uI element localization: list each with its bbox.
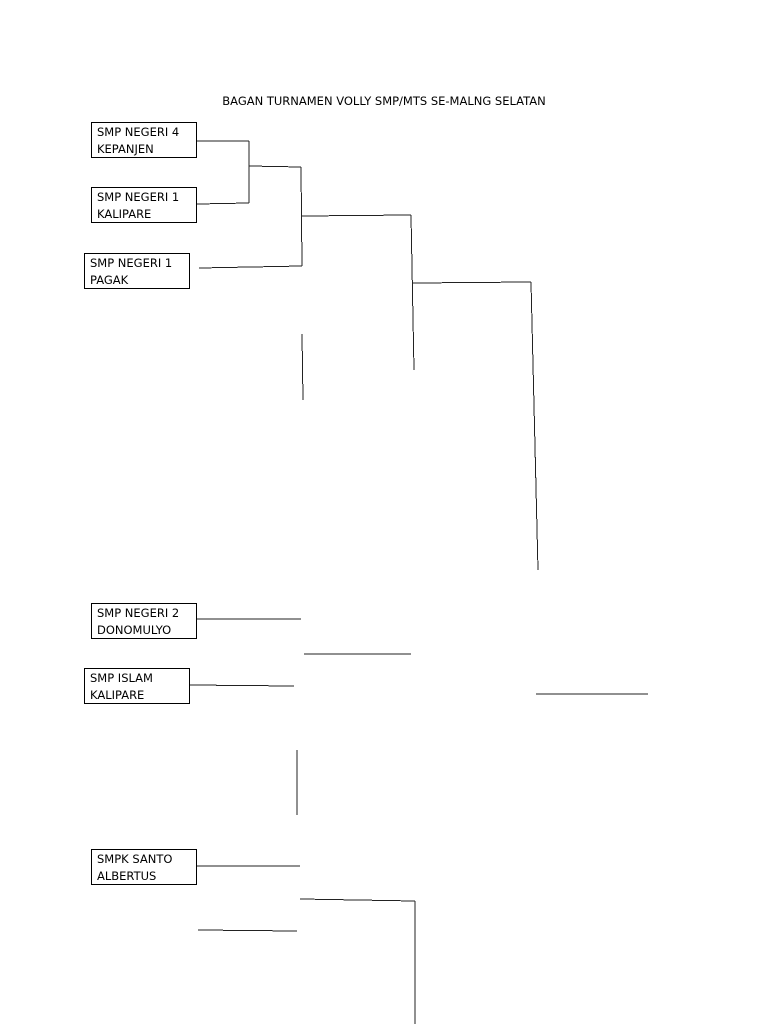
connector-line: [198, 930, 297, 931]
team-name-line2: ALBERTUS: [97, 869, 157, 883]
team-name-line1: SMP NEGERI 4: [97, 125, 180, 139]
team-name-line1: SMP ISLAM: [90, 671, 153, 685]
connector-line: [199, 266, 302, 268]
connector-line: [249, 166, 301, 167]
team-name-line2: KALIPARE: [90, 688, 145, 702]
team-name-line1: SMPK SANTO: [97, 852, 173, 866]
team-name-line1: SMP NEGERI 1: [90, 256, 173, 270]
connector-line: [413, 282, 531, 283]
connector-line: [302, 215, 411, 216]
connector-line: [531, 282, 538, 570]
team-name-line1: SMP NEGERI 1: [97, 190, 180, 204]
connector-line: [301, 167, 302, 266]
team-name-line2: KALIPARE: [97, 207, 152, 221]
team-name-line2: KEPANJEN: [97, 142, 154, 156]
connector-line: [411, 215, 414, 370]
page-title: BAGAN TURNAMEN VOLLY SMP/MTS SE-MALNG SELATAN: [222, 94, 546, 108]
team-name-line2: DONOMULYO: [97, 623, 172, 637]
team-name-line1: SMP NEGERI 2: [97, 606, 180, 620]
connector-line: [302, 334, 303, 400]
connector-line: [300, 899, 415, 901]
team-name-line2: PAGAK: [90, 273, 129, 287]
connector-line: [190, 685, 294, 686]
connector-line: [197, 203, 249, 204]
